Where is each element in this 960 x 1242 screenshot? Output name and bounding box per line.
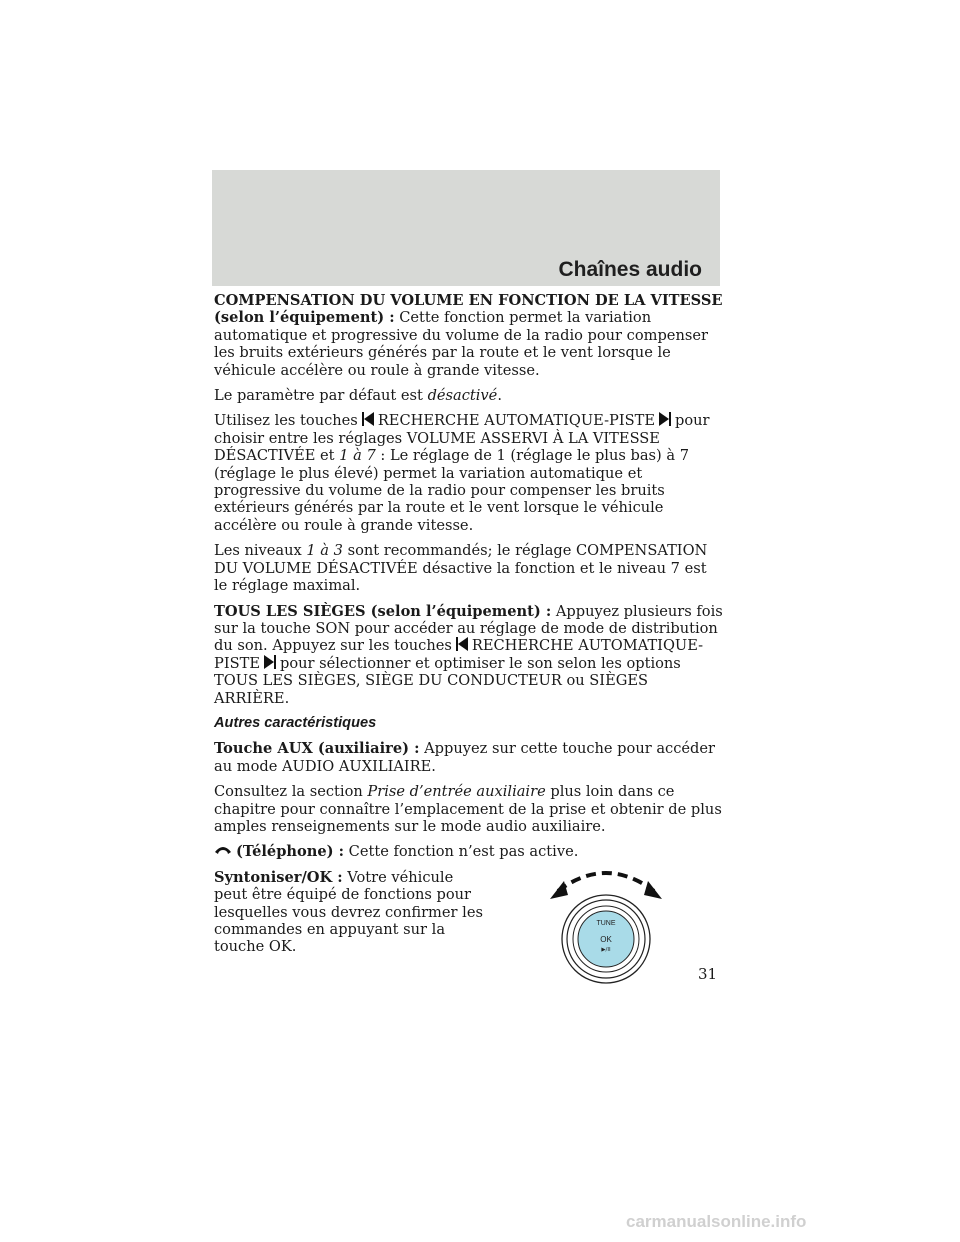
paragraph-speed-volume	[214, 292, 724, 379]
default-setting-end: .	[497, 387, 502, 405]
page-number: 31	[698, 965, 718, 983]
aux-key-description: Appuyez sur cette touche pour accéder au mode AUDIO AUXILIAIRE.	[214, 740, 715, 775]
watermark: carmanualsonline.info	[626, 1212, 807, 1231]
paragraph-default-setting	[214, 387, 724, 404]
tune-label: TUNE	[596, 919, 616, 927]
default-setting-value: désactivé	[427, 387, 498, 405]
paragraph-all-seats	[214, 603, 724, 707]
paragraph-aux-key	[214, 740, 724, 775]
seek-usage-detail: : Le réglage de 1 (réglage le plus bas) à 7 (réglage le plus élevé) permet la variation automatique et progressive du volume de la radio pour compenser les bruits extérieurs générés par la route et le vent lorsque le véhicule accélère ou roule à grande vitesse.	[214, 447, 689, 534]
chapter-header-band	[212, 170, 720, 286]
telephone-description: Cette fonction n’est pas active.	[344, 843, 579, 861]
all-seats-term: TOUS LES SIÈGES (selon l’équipement) :	[214, 602, 552, 620]
aux-reference-detail: plus loin dans ce chapitre pour connaître l’emplacement de la prise et obtenir de plus amples renseignements sur le mode audio auxiliaire.	[214, 783, 722, 835]
levels-range: 1 à 3	[306, 542, 343, 560]
aux-key-term: Touche AUX (auxiliaire) :	[214, 740, 420, 758]
page-content	[214, 292, 724, 989]
paragraph-aux-reference	[214, 783, 724, 835]
aux-reference-section: Prise d’entrée auxiliaire	[367, 783, 546, 801]
seek-usage-intro: Utilisez les touches	[214, 412, 358, 430]
aux-reference-intro: Consultez la section	[214, 783, 368, 801]
seek-forward-icon	[659, 412, 671, 426]
seek-back-icon	[362, 412, 374, 426]
syntonize-description: Votre véhicule peut être équipé de fonctions pour lesquelles vous devrez confirmer les commandes en appuyant sur la touche OK.	[214, 868, 483, 956]
paragraph-seek-usage	[214, 412, 724, 534]
levels-intro: Les niveaux	[214, 542, 307, 560]
syntonize-block	[214, 869, 724, 989]
paragraph-syntonize	[214, 869, 484, 956]
seek-usage-range: 1 à 7	[339, 447, 376, 465]
seek-label: RECHERCHE AUTOMATIQUE-PISTE	[377, 412, 655, 430]
paragraph-recommended-levels	[214, 542, 724, 594]
seek-forward-icon	[264, 655, 276, 669]
seek-back-icon	[456, 637, 468, 651]
default-setting-text: Le paramètre par défaut est	[214, 387, 428, 405]
ok-label: OK	[600, 934, 612, 944]
speed-volume-description: Cette fonction permet la variation automatique et progressive du volume de la radio pour compenser les bruits extérieurs générés par la route et le vent lorsque le véhicule accélère ou roule à grande vitesse.	[214, 309, 708, 379]
section-heading: Autres caractéristiques	[214, 714, 377, 731]
seek-usage-choice: pour choisir entre les réglages VOLUME ASSERVI À LA VITESSE DÉSACTIVÉE et	[214, 412, 710, 465]
syntonize-term: Syntoniser/OK :	[214, 868, 343, 886]
tune-ok-knob-illustration	[542, 859, 670, 987]
play-pause-label: ▶/II	[601, 946, 611, 953]
all-seats-options: pour sélectionner et optimiser le son selon les options TOUS LES SIÈGES, SIÈGE DU CONDUCTEUR ou SIÈGES ARRIÈRE.	[214, 654, 681, 707]
seek-label: RECHERCHE AUTOMATIQUE-PISTE	[214, 637, 704, 672]
telephone-term: (Téléphone) :	[236, 843, 345, 861]
speed-volume-term: COMPENSATION DU VOLUME EN FONCTION DE LA VITESSE (selon l’équipement) :	[214, 292, 723, 327]
levels-detail: sont recommandés; le réglage COMPENSATION DU VOLUME DÉSACTIVÉE désactive la fonction et le niveau 7 est le réglage maximal.	[214, 542, 708, 595]
all-seats-instruction: Appuyez plusieurs fois sur la touche SON pour accéder au réglage de mode de distribution du son. Appuyez sur les touches	[214, 602, 723, 655]
phone-icon	[214, 844, 232, 856]
chapter-title: Chaînes audio	[558, 258, 702, 281]
